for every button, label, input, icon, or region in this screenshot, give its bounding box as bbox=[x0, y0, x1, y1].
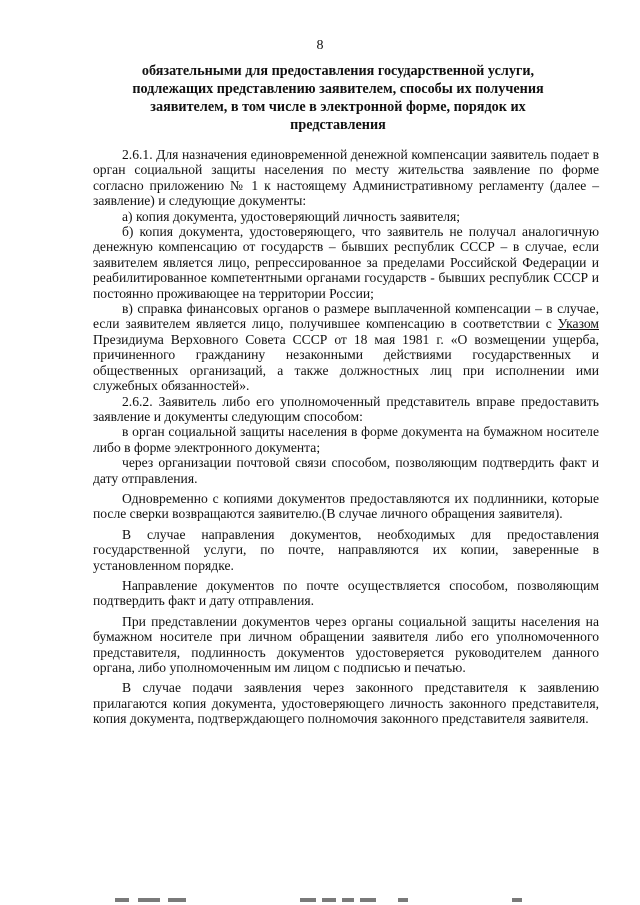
paragraph-legal-representative: В случае подачи заявления через законного представителя к заявлению прилагаются копия документа, удостоверяющего личность законного представителя, копия документа, подтверждающего полномочия законного представителя заявителя. bbox=[93, 680, 599, 727]
decree-link[interactable]: Указом bbox=[557, 316, 599, 332]
list-item-v bbox=[93, 301, 599, 393]
section-heading: обязательными для предоставления государственной услуги, подлежащих представлению заявителем, способы их получения заявителем, в том числе в электронной форме, порядок их представления bbox=[132, 63, 544, 133]
paragraph-2-6-2: 2.6.2. Заявитель либо его уполномоченный представитель вправе предоставить заявление и документы следующим способом: bbox=[93, 393, 599, 424]
paragraph-originals: Одновременно с копиями документов предоставляются их подлинники, которые после сверки возвращаются заявителю.(В случае личного обращения заявителя). bbox=[93, 490, 599, 522]
list-item-v-text-start: в) справка финансовых органов о размере выплаченной компенсации – в случае, если заявителем является лицо, получившее компенсацию в соответствии с bbox=[93, 301, 599, 332]
paragraph-2-6-1: 2.6.1. Для назначения единовременной денежной компенсации заявитель подает в орган социальной защиты населения по месту жительства заявление по форме согласно приложению № 1 к настоящему Административному регламенту (далее – заявление) и следующие документы: bbox=[93, 147, 599, 209]
page-number: 8 bbox=[316, 38, 324, 53]
method-in-person: в орган социальной защиты населения в форме документа на бумажном носителе либо в форме электронного документа; bbox=[93, 424, 599, 455]
document-body bbox=[93, 147, 599, 727]
list-item-a: а) копия документа, удостоверяющий личность заявителя; bbox=[122, 208, 461, 224]
paragraph-authentication: При представлении документов через органы социальной защиты населения на бумажном носителе при личном обращении заявителя либо его уполномоченного представителя, подлинность документов удостоверяется руководителем данного органа, либо уполномоченным им лицом с подписью и печатью. bbox=[93, 613, 599, 675]
paragraph-postal-copies: В случае направления документов, необходимых для предоставления государственной услуги, по почте, направляются их копии, заверенные в установленном порядке. bbox=[93, 526, 599, 573]
method-by-post: через организации почтовой связи способом, позволяющим подтвердить факт и дату отправления. bbox=[93, 455, 599, 486]
list-item-b: б) копия документа, удостоверяющего, что заявитель не получал аналогичную денежную компенсацию от государств – бывших республик СССР – в случае, если заявителем является лицо, репрессированное за пределами Российской Федерации и реабилитированное компетентными органами государств - бывших республик СССР и постоянно проживающее на территории России; bbox=[93, 224, 599, 301]
list-item-v-text-end: Президиума Верховного Совета СССР от 18 мая 1981 г. «О возмещении ущерба, причиненного гражданину незаконными действиями государственных и общественных организаций, а также должностных лиц при исполнении ими служебных обязанностей». bbox=[93, 331, 599, 394]
scan-artifact-strip bbox=[0, 894, 640, 905]
paragraph-postal-method: Направление документов по почте осуществляется способом, позволяющим подтвердить факт и дату отправления. bbox=[93, 577, 599, 609]
